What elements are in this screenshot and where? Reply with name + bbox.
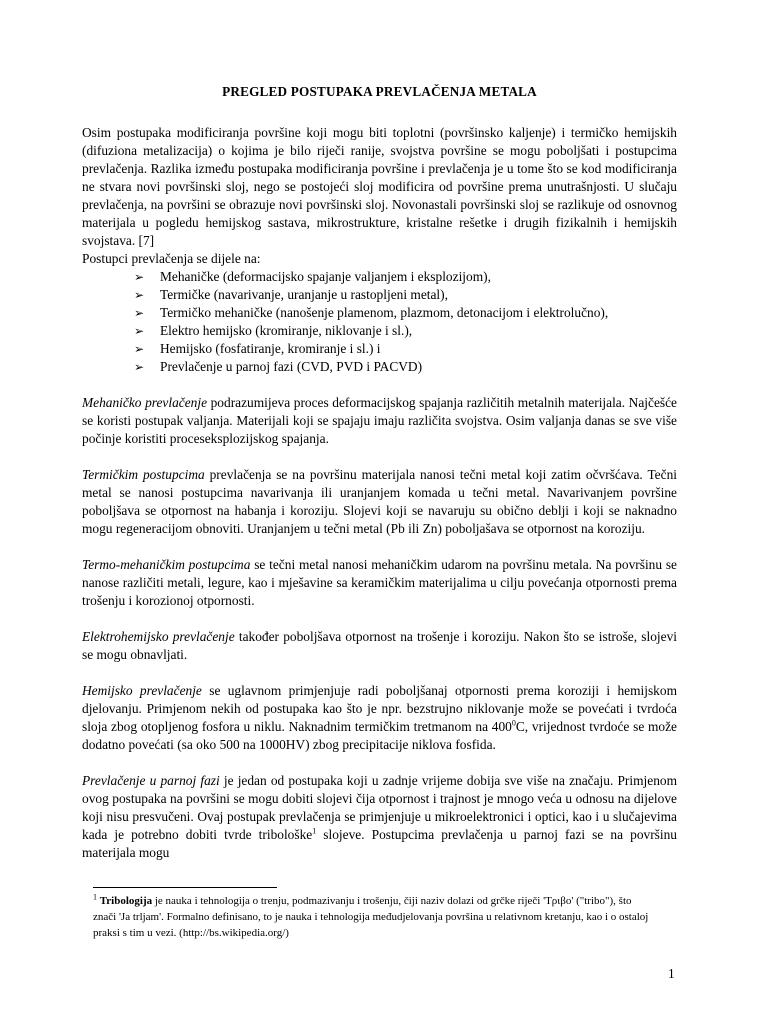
list-item: ➢ Prevlačenje u parnoj fazi (CVD, PVD i PACVD) <box>134 359 423 374</box>
arrowhead-bullet-icon: ➢ <box>134 342 145 356</box>
arrowhead-bullet-icon: ➢ <box>134 288 145 302</box>
list-item: ➢ Termičke (navarivanje, uranjanje u rastopljeni metal), <box>134 287 448 302</box>
footnote-reference[interactable]: 1 <box>312 826 317 836</box>
section-term: Elektrohemijsko prevlačenje <box>82 629 235 644</box>
section-term: Termo-mehaničkim postupcima <box>82 557 251 572</box>
list-item: ➢ Hemijsko (fosfatiranje, kromiranje i sl.) i <box>134 341 381 356</box>
arrowhead-bullet-icon: ➢ <box>134 270 145 284</box>
section-term: Hemijsko prevlačenje <box>82 683 202 698</box>
section-term: Termičkim postupcima <box>82 467 205 482</box>
methods-list <box>82 268 677 376</box>
arrowhead-bullet-icon: ➢ <box>134 360 145 374</box>
footnote-marker: 1 <box>93 892 97 902</box>
section-hemijsko: Hemijsko prevlačenje se uglavnom primjenjuje radi poboljšanaj otpornosti prema koroziji i hemijskom djelovanju. Primjenom nekih od postupaka kao što je npr. bezstrujno niklovanje može se povećati i tvrdoća sloja zbog otopljenog fosfora u niklu. Naknadnim termičkim tretmanom na $400^0C$, vrijednost tvrdoće se može dodatno povećati (sa oko 500 na 1000HV) zbog precipitacije niklova fosfida. <box>82 683 678 752</box>
list-lead: Postupci prevlačenja se dijele na: <box>82 251 261 266</box>
intro-paragraph: Osim postupaka modificiranja površine koji mogu biti toplotni (površinsko kaljenje) i termičko hemijskih (difuziona metalizacija) o kojima je bilo riječi ranije, svojstva površine se mogu poboljšati i postupcima prevlačenja. Razlika između postupaka modificiranja površine i prevlačenja je u tome što se kod modificiranja ne stvara novi površinski sloj, nego se postojeći sloj modificira od površine prema unutrašnjosti. U slučaju prevlačenja, na površini se obrazuje novi površinski sloj. Novonastali površinski sloj se razlikuje od osnovnog materijala u pogledu hemijskog sastava, mikrostrukture, kristalne rešetke i drugih fizikalnih i hemijskih svojstava. [7] <box>82 125 677 248</box>
section-termo-mehanicko: Termo-mehaničkim postupcima se tečni metal nanosi mehaničkim udarom na površinu metala. Na površinu se nanose različiti metali, legure, kao i mješavine sa keramičkim materijalima u cilju povećanja otpornosti prema trošenju i korozionoj otpornosti. <box>82 557 677 608</box>
section-elektrohemijsko: Elektrohemijsko prevlačenje također poboljšava otpornost na trošenje i koroziju. Nakon što se istroše, slojevi se mogu obnavljati. <box>82 629 677 662</box>
arrowhead-bullet-icon: ➢ <box>134 306 145 320</box>
list-item: ➢ Elektro hemijsko (kromiranje, niklovanje i sl.), <box>134 323 413 338</box>
section-parna-faza: Prevlačenje u parnoj fazi je jedan od postupaka koji u zadnje vrijeme dobija sve više na značaju. Primjenom ovog postupaka na površini se mogu dobiti slojevi čija otpornost i trajnost je mnogo veća u odnosu na dijelove koji nisu presvučeni. Ovaj postupak prevlačenja se primjenjuje u mikroelektronici i optici, kao i u slučajevima kada je potrebno dobiti tvrde tribološke$^1$ slojeve. Postupcima prevlačenja u parnoj fazi se na površinu materijala mogu <box>82 773 677 860</box>
document-page <box>82 84 677 862</box>
list-item: ➢ Mehaničke (deformacijsko spajanje valjanjem i eksplozijom), <box>134 269 491 284</box>
list-item: ➢ Termičko mehaničke (nanošenje plamenom, plazmom, detonacijom i elektrolučno), <box>134 305 609 320</box>
page-number: 1 <box>668 966 675 981</box>
section-termicko: Termičkim postupcima prevlačenja se na površinu materijala nanosi tečni metal koji zatim očvršćava. Tečni metal se nanosi postupcima navarivanja ili uranjanjem komada u tečni metal. Navarivanjem površine poboljšava se otpornost na habanja i koroziju. Slojevi koji se navaruju su obično deblji i koji se naknadno mogu regeneracijom obnoviti. Uranjanjem u tečni metal (Pb ili Zn) poboljašava se otpornost na koroziju. <box>82 467 677 536</box>
footnote <box>93 893 653 941</box>
section-term: Prevlačenje u parnoj fazi <box>82 773 220 788</box>
footnote-text: je nauka i tehnologija o trenju, podmazivanju i trošenju, čiji naziv dolazi od grčke riječi 'Τριβο' ("tribo"), što znači 'Ja trljam'. Formalno definisano, to je nauka i tehnologija međudjelovanja površina u relativnom kretanju, kao i o ostaloj praksi s tim u vezi. (http://bs.wikipedia.org/) <box>93 895 649 939</box>
document-title: PREGLED POSTUPAKA PREVLAČENJA METALA <box>222 84 537 99</box>
footnote-separator <box>93 887 277 888</box>
arrowhead-bullet-icon: ➢ <box>134 324 145 338</box>
superscript: 0 <box>511 718 516 728</box>
section-term: Mehaničko prevlačenje <box>82 395 208 410</box>
footnote-term: Tribologija <box>99 895 153 907</box>
section-mehanicko: Mehaničko prevlačenje podrazumijeva proces deformacijskog spajanja različitih metalnih materijala. Najčešće se koristi postupak valjanja. Materijali koji se spajaju imaju različita svojstva. Osim valjanja danas se sve više počinje koristiti proceseksplozijskog spajanja. <box>82 395 677 446</box>
